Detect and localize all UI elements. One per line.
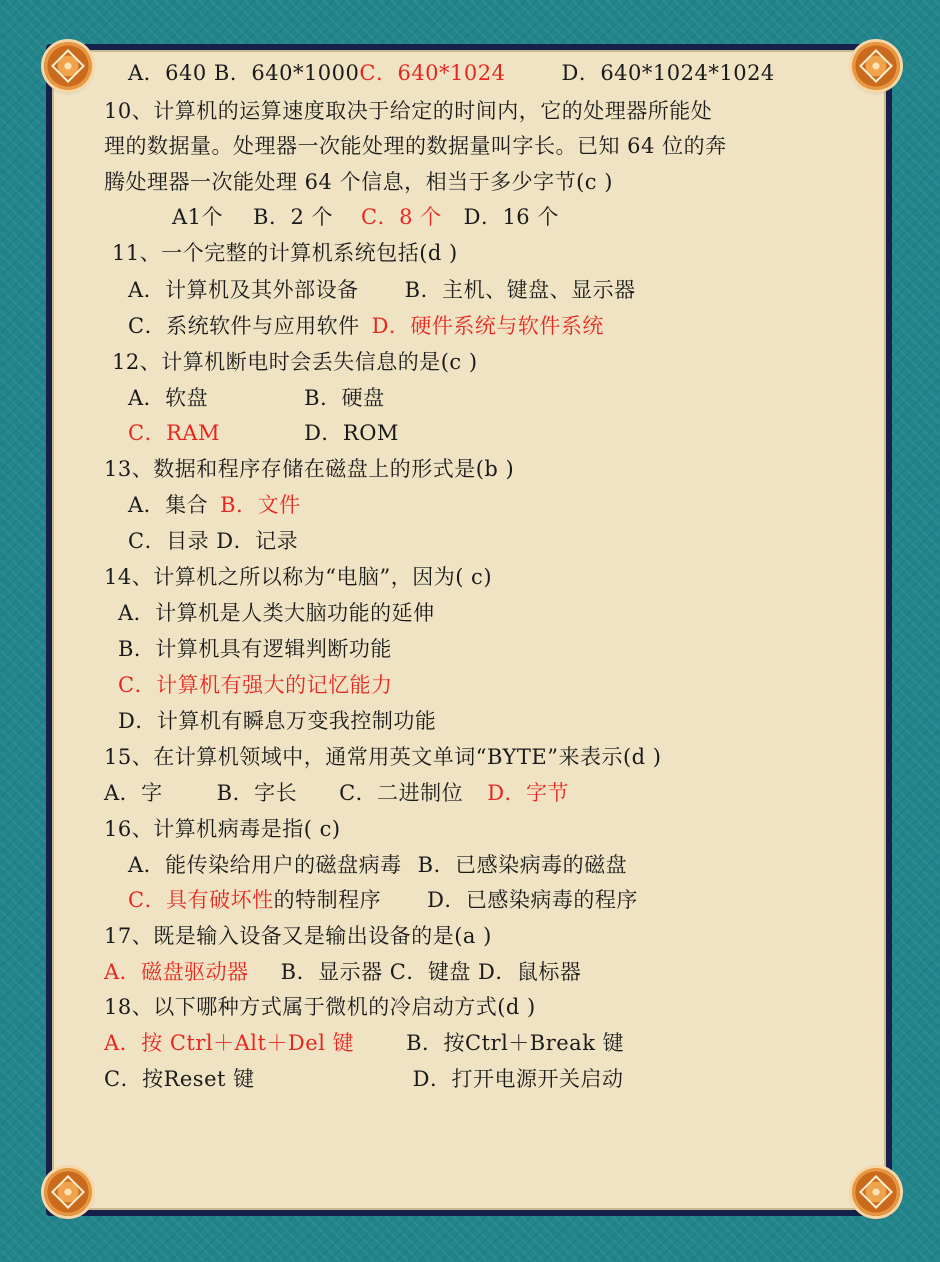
q14-option-b xyxy=(118,634,392,664)
question-14 xyxy=(104,562,492,592)
question-text: 腾处理器一次能处理 64 个信息，相当于多少字节(c ) xyxy=(104,170,613,194)
answer-option: C．640*1024 xyxy=(359,61,506,85)
question-text: 理的数据量。处理器一次能处理的数据量叫字长。已知 64 位的奔 xyxy=(104,134,727,158)
option-text: B．2 个 xyxy=(253,205,333,229)
option-text: A．640 B．640*1000 xyxy=(128,61,360,85)
q18-options-cd xyxy=(104,1064,623,1094)
q12-options-ab xyxy=(128,383,385,413)
option-text: B．硬盘 xyxy=(304,386,385,410)
option-text: D．640*1024*1024 xyxy=(561,61,775,85)
answer-option: B．文件 xyxy=(220,493,301,517)
q18-options-ab xyxy=(104,1028,624,1058)
answer-option: C．具有破坏性 xyxy=(128,888,274,912)
q16-options-ab xyxy=(128,850,627,880)
option-text: C．系统软件与应用软件 xyxy=(128,314,360,338)
question-text: 16、计算机病毒是指( c) xyxy=(104,817,341,841)
q11-options-cd xyxy=(128,311,604,341)
question-text: 12、计算机断电时会丢失信息的是(c ) xyxy=(112,350,478,374)
q9-options xyxy=(128,58,775,88)
option-text: D．打开电源开关启动 xyxy=(412,1067,624,1091)
question-text: 10、计算机的运算速度取决于给定的时间内，它的处理器所能处 xyxy=(104,99,713,123)
q14-option-c xyxy=(118,670,393,700)
question-11 xyxy=(112,238,458,268)
question-13 xyxy=(104,454,514,484)
question-text: 18、以下哪种方式属于微机的冷启动方式(d ) xyxy=(104,995,536,1019)
question-text: 11、一个完整的计算机系统包括(d ) xyxy=(112,241,458,265)
option-text: A．字 xyxy=(104,781,163,805)
q13-options-cd xyxy=(128,526,298,556)
option-text: D．已感染病毒的程序 xyxy=(427,888,638,912)
q15-options xyxy=(104,778,569,808)
question-10-line-3 xyxy=(104,167,613,197)
question-15 xyxy=(104,742,661,772)
option-text: B．字长 xyxy=(216,781,298,805)
q10-options xyxy=(172,202,559,232)
option-text: B．已感染病毒的磁盘 xyxy=(417,853,628,877)
option-text: B．计算机具有逻辑判断功能 xyxy=(118,637,392,661)
option-text: B．按Ctrl＋Break 键 xyxy=(406,1031,625,1055)
option-text: C．按Reset 键 xyxy=(104,1067,255,1091)
option-text: A．集合 xyxy=(128,493,209,517)
option-text: B．主机、键盘、显示器 xyxy=(404,278,636,302)
q13-options-ab xyxy=(128,490,301,520)
question-18 xyxy=(104,992,536,1022)
q12-options-cd xyxy=(128,418,399,448)
option-text: C．目录 D．记录 xyxy=(128,529,299,553)
answer-option: A．按 Ctrl＋Alt＋Del 键 xyxy=(104,1031,355,1055)
option-text: A．软盘 xyxy=(128,386,209,410)
q17-options xyxy=(104,957,581,987)
question-text: 13、数据和程序存储在磁盘上的形式是(b ) xyxy=(104,457,515,481)
option-text: D．计算机有瞬息万变我控制功能 xyxy=(118,709,437,733)
corner-ornament-icon xyxy=(44,1168,92,1216)
q14-option-d xyxy=(118,706,436,736)
answer-option: A．磁盘驱动器 xyxy=(104,960,249,984)
answer-option: D．硬件系统与软件系统 xyxy=(371,314,604,338)
question-text: 14、计算机之所以称为“电脑”，因为( c) xyxy=(104,565,493,589)
question-16 xyxy=(104,814,341,844)
option-text: A．计算机及其外部设备 xyxy=(128,278,359,302)
corner-ornament-icon xyxy=(44,42,92,90)
answer-option: C．计算机有强大的记忆能力 xyxy=(118,673,393,697)
option-text: C．二进制位 xyxy=(339,781,464,805)
answer-option: D．字节 xyxy=(487,781,570,805)
corner-ornament-icon xyxy=(852,1168,900,1216)
question-17 xyxy=(104,921,492,951)
option-text: D．ROM xyxy=(304,421,399,445)
option-text: A．能传染给用户的磁盘病毒 xyxy=(128,853,402,877)
q16-options-cd xyxy=(128,885,638,915)
question-10-line-1 xyxy=(104,96,712,126)
q14-option-a xyxy=(118,598,435,628)
option-text: D．16 个 xyxy=(463,205,559,229)
question-text: 15、在计算机领域中，通常用英文单词“BYTE”来表示(d ) xyxy=(104,745,662,769)
question-12 xyxy=(112,347,478,377)
option-text: 的特制程序 xyxy=(273,888,382,912)
q11-options-ab xyxy=(128,275,636,305)
corner-ornament-icon xyxy=(852,42,900,90)
option-text: B．显示器 C．键盘 D．鼠标器 xyxy=(280,960,582,984)
option-text: A．计算机是人类大脑功能的延伸 xyxy=(118,601,435,625)
answer-option: C．RAM xyxy=(128,421,221,445)
option-text: A1个 xyxy=(172,205,224,229)
question-text: 17、既是输入设备又是输出设备的是(a ) xyxy=(104,924,492,948)
question-10-line-2 xyxy=(104,131,727,161)
answer-option: C．8 个 xyxy=(361,205,442,229)
